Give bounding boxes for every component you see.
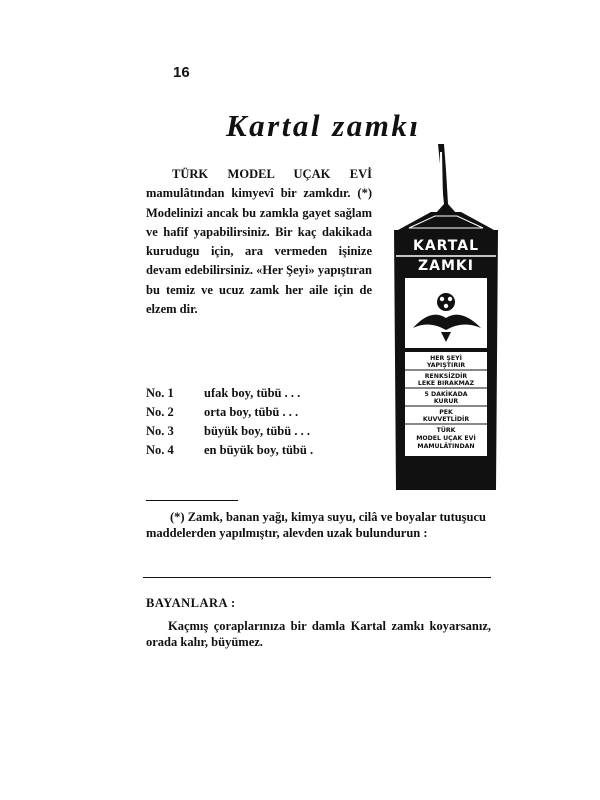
tube-brand-line2: ZAMKI [418, 258, 474, 274]
size-row [146, 443, 313, 462]
size-name: ufak boy, tübü . . . [204, 386, 301, 400]
tube-slogan: TÜRK [436, 427, 456, 434]
tube-crimp [396, 464, 496, 490]
footnote [146, 510, 486, 541]
size-row [146, 405, 313, 424]
tube-slogan: KUVVETLİDİR [422, 416, 470, 423]
tube-slogan: LEKE BIRAKMAZ [417, 380, 475, 387]
tube-nozzle [435, 144, 457, 214]
page-number: 16 [173, 64, 190, 81]
size-number: No. 1 [146, 386, 174, 400]
tube-brand-line1: KARTAL [412, 238, 480, 254]
page-title: Kartal zamkı [226, 108, 421, 143]
section-body [146, 618, 491, 650]
section-heading: BAYANLARA : [146, 596, 236, 610]
tube-slogan: YAPIŞTIRIR [426, 362, 466, 369]
size-name: büyük boy, tübü . . . [204, 424, 310, 438]
size-number: No. 2 [146, 405, 174, 419]
tube-slogan: MAMULÂTINDAN [417, 443, 475, 450]
intro-paragraph [146, 165, 372, 319]
size-number: No. 3 [146, 424, 174, 438]
size-number: No. 4 [146, 443, 174, 457]
size-name: en büyük boy, tübü . [204, 443, 314, 457]
section-body-text: Kaçmış çoraplarınıza bir damla Kartal zamkı koyarsanız, orada kalır, büyümez. [146, 619, 491, 649]
footnote-rule [146, 500, 238, 501]
glue-tube-illustration [391, 142, 501, 492]
tube-slogan: 5 DAKİKADA [424, 391, 468, 398]
section-divider [143, 577, 491, 578]
tube-shoulder [398, 212, 494, 230]
tube-slogan: HER ŞEYİ [430, 355, 462, 362]
tube-slogan: PEK [439, 409, 453, 416]
tube-slogan: MODEL UÇAK EVİ [416, 435, 476, 442]
intro-text: TÜRK MODEL UÇAK EVİ mamulâtından kimyevî bir zamkdır. (*) Modelinizi ancak bu zamkla gayet sağlam ve hafif yapabilirsiniz. Bir kaç dakikada kurudugu için, ara vermeden işinize devam edebilirsiniz. «Her Şeyi» yapıştıran bu temiz ve ucuz zamk her aile için de elzem dir. [146, 167, 372, 317]
tube-slogan: KURUR [433, 398, 459, 405]
size-row [146, 424, 313, 443]
size-list [146, 386, 313, 462]
footnote-text: (*) Zamk, banan yağı, kimya suyu, cilâ ve boyalar tutuşucu maddelerden yapılmıştır, alevden uzak bulundurun : [146, 510, 486, 540]
size-name: orta boy, tübü . . . [204, 405, 299, 419]
size-row [146, 386, 313, 405]
tube-slogan: RENKSİZDİR [424, 373, 468, 380]
